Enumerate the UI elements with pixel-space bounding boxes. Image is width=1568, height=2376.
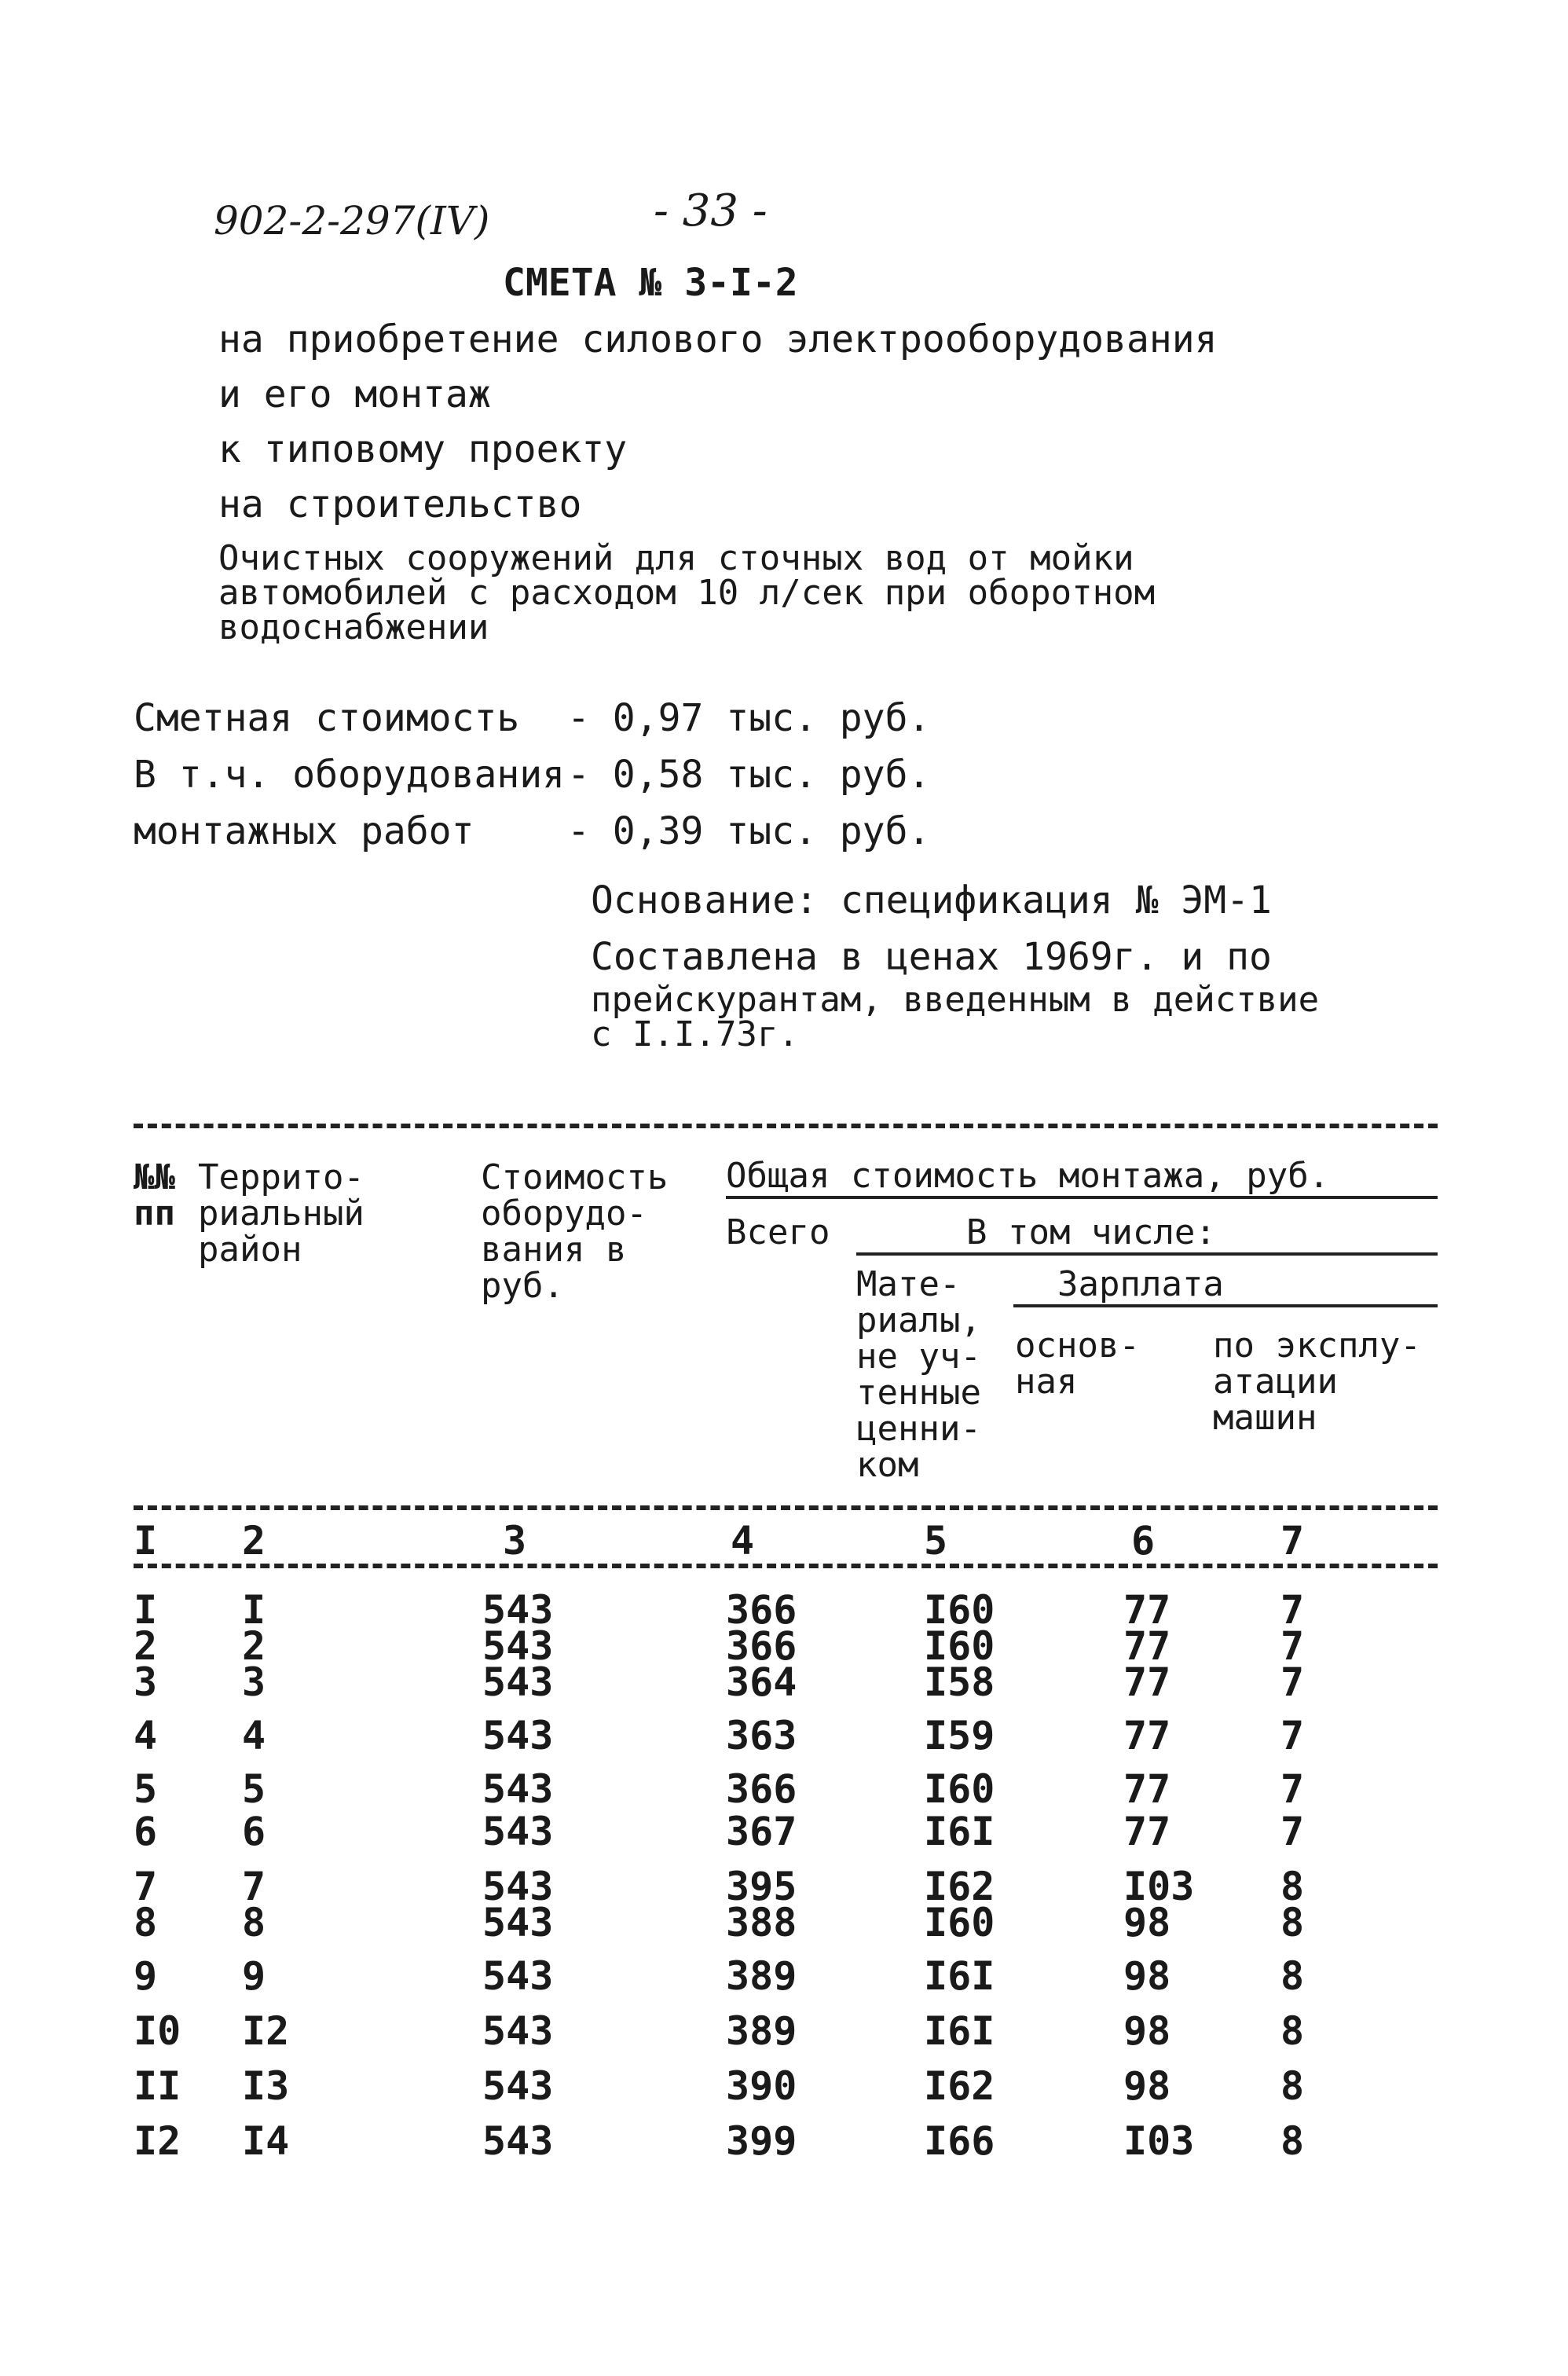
row-number: I [134,1587,158,1633]
basic-salary-cell: 77 [1123,1809,1171,1854]
title-line: к типовому проекту [218,427,628,471]
equipment-cost-cell: 543 [482,1587,554,1633]
header-number: №№ пп [134,1157,175,1234]
machine-salary-cell: 7 [1280,1766,1305,1812]
machine-salary-cell: 7 [1280,1809,1305,1854]
equipment-cost-cell: 543 [482,1864,554,1909]
materials-cell: I6I [924,1953,995,1999]
title-line: на приобретение силового электрооборудования [218,317,1218,361]
territory-cell: 3 [242,1659,266,1705]
page-number: - 33 - [654,185,768,236]
total-cell: 366 [726,1587,797,1633]
machine-salary-cell: 8 [1280,1953,1305,1999]
salary-underline [1013,1304,1438,1307]
column-number: 6 [1131,1518,1156,1564]
equipment-cost-cell: 543 [482,1766,554,1812]
territory-cell: 5 [242,1766,266,1812]
materials-cell: I6I [924,2008,995,2054]
row-number: 5 [134,1766,158,1812]
header-basic-salary: основ- ная [1015,1326,1140,1402]
equipment-cost-cell: 543 [482,1713,554,1758]
cost-label: монтажных работ [134,809,474,853]
cost-label: В т.ч. оборудования [134,753,566,797]
row-number: I2 [134,2118,181,2164]
total-cell: 389 [726,1953,797,1999]
machine-salary-cell: 7 [1280,1659,1305,1705]
header-territory: Террито- риальный район [198,1157,365,1270]
total-cell: 364 [726,1659,797,1705]
basic-salary-cell: 77 [1123,1623,1171,1669]
equipment-cost-cell: 543 [482,2008,554,2054]
cost-value: - 0,97 тыс. руб. [567,696,931,740]
equipment-cost-cell: 543 [482,1659,554,1705]
basic-salary-cell: 77 [1123,1713,1171,1758]
machine-salary-cell: 7 [1280,1713,1305,1758]
row-number: I0 [134,2008,181,2054]
header-install-total-group: Общая стоимость монтажа, руб. [726,1156,1330,1196]
header-equipment-cost: Стоимость оборудо- вания в руб. [481,1157,669,1306]
basic-salary-cell: 98 [1123,1900,1171,1945]
row-number: II [134,2063,181,2109]
row-number: 8 [134,1900,158,1945]
object-line: водоснабжении [218,607,489,647]
total-cell: 366 [726,1766,797,1812]
machine-salary-cell: 8 [1280,1900,1305,1945]
row-number: 6 [134,1809,158,1854]
basic-salary-cell: 77 [1123,1659,1171,1705]
cost-value: - 0,58 тыс. руб. [567,753,931,797]
object-line: автомобилей с расходом 10 л/сек при оборотном [218,573,1156,613]
materials-cell: I62 [924,1864,995,1909]
estimate-heading: СМЕТА № 3-I-2 [503,261,798,305]
equipment-cost-cell: 543 [482,2118,554,2164]
total-cell: 366 [726,1623,797,1669]
header-total: Всего [726,1212,830,1252]
column-number: 5 [924,1518,948,1564]
column-number-divider [134,1564,1438,1568]
basis-line: Основание: спецификация № ЭМ-1 [591,878,1272,922]
header-machine-operation: по эксплу- атации машин [1213,1326,1421,1438]
materials-cell: I60 [924,1766,995,1812]
document-code: 902-2-297(IV) [214,198,490,244]
column-number: 2 [242,1518,266,1564]
row-number: 7 [134,1864,158,1909]
column-number: 7 [1280,1518,1305,1564]
object-line: Очистных сооружений для сточных вод от мойки [218,538,1134,578]
materials-cell: I58 [924,1659,995,1705]
materials-cell: I59 [924,1713,995,1758]
basic-salary-cell: 77 [1123,1766,1171,1812]
row-number: 9 [134,1953,158,1999]
territory-cell: I4 [242,2118,290,2164]
table-top-divider [134,1124,1438,1128]
row-number: 4 [134,1713,158,1758]
basic-salary-cell: 98 [1123,2008,1171,2054]
territory-cell: 8 [242,1900,266,1945]
machine-salary-cell: 8 [1280,1864,1305,1909]
basis-line: с I.I.73г. [591,1014,799,1054]
total-cell: 363 [726,1713,797,1758]
column-number: 3 [503,1518,527,1564]
machine-salary-cell: 8 [1280,2063,1305,2109]
title-line: на строительство [218,482,582,526]
total-cell: 388 [726,1900,797,1945]
row-number: 3 [134,1659,158,1705]
territory-cell: 9 [242,1953,266,1999]
basis-line: прейскурантам, введенным в действие [591,980,1320,1020]
materials-cell: I66 [924,2118,995,2164]
machine-salary-cell: 7 [1280,1587,1305,1633]
basic-salary-cell: I03 [1123,2118,1195,2164]
machine-salary-cell: 7 [1280,1623,1305,1669]
basic-salary-cell: 98 [1123,1953,1171,1999]
basis-line: Составлена в ценах 1969г. и по [591,935,1272,979]
territory-cell: 6 [242,1809,266,1854]
equipment-cost-cell: 543 [482,2063,554,2109]
header-salary: Зарплата [1057,1264,1224,1304]
row-number: 2 [134,1623,158,1669]
equipment-cost-cell: 543 [482,1809,554,1854]
equipment-cost-cell: 543 [482,1900,554,1945]
materials-cell: I60 [924,1623,995,1669]
territory-cell: I [242,1587,266,1633]
cost-value: - 0,39 тыс. руб. [567,809,931,853]
total-cell: 395 [726,1864,797,1909]
total-cell: 367 [726,1809,797,1854]
basic-salary-cell: I03 [1123,1864,1195,1909]
territory-cell: 4 [242,1713,266,1758]
total-cell: 389 [726,2008,797,2054]
group-underline [726,1196,1438,1199]
equipment-cost-cell: 543 [482,1953,554,1999]
machine-salary-cell: 8 [1280,2008,1305,2054]
territory-cell: I3 [242,2063,290,2109]
total-cell: 399 [726,2118,797,2164]
total-cell: 390 [726,2063,797,2109]
machine-salary-cell: 8 [1280,2118,1305,2164]
materials-cell: I6I [924,1809,995,1854]
table-header-divider [134,1505,1438,1510]
title-line: и его монтаж [218,372,491,416]
materials-cell: I62 [924,2063,995,2109]
equipment-cost-cell: 543 [482,1623,554,1669]
cost-label: Сметная стоимость [134,696,520,740]
header-including: В том числе: [966,1212,1216,1252]
including-underline [856,1252,1438,1256]
territory-cell: I2 [242,2008,290,2054]
territory-cell: 2 [242,1623,266,1669]
column-number: I [134,1518,158,1564]
territory-cell: 7 [242,1864,266,1909]
basic-salary-cell: 77 [1123,1587,1171,1633]
column-number: 4 [731,1518,755,1564]
materials-cell: I60 [924,1900,995,1945]
basic-salary-cell: 98 [1123,2063,1171,2109]
header-materials: Мате- риалы, не уч- тенные ценни- ком [856,1264,981,1485]
materials-cell: I60 [924,1587,995,1633]
